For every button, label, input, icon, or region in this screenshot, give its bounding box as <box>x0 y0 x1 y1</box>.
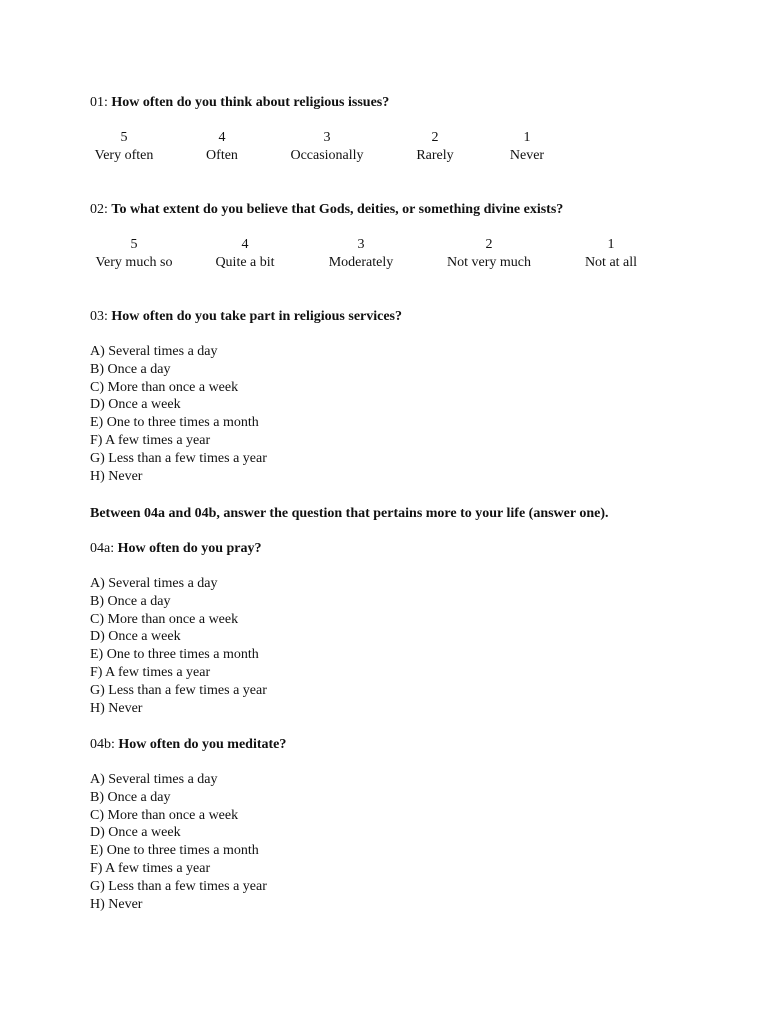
scale-option <box>502 129 552 165</box>
instruction-text: Between 04a and 04b, answer the question that pertains more to your life (answer one). <box>90 506 609 521</box>
scale-value: 5 <box>130 237 138 252</box>
scale-option <box>90 236 178 272</box>
question-number: 03: <box>90 309 112 324</box>
scale-label: Never <box>509 148 545 163</box>
list-item: D) Once a week <box>90 629 181 645</box>
scale-option <box>198 129 246 165</box>
scale-option <box>284 129 370 165</box>
scale-option <box>208 236 282 272</box>
question-number: 04b: <box>90 737 119 752</box>
list-item: E) One to three times a month <box>90 843 259 859</box>
question-text: How often do you think about religious issues? <box>111 95 390 110</box>
scale-label: Moderately <box>328 255 394 270</box>
list-item: C) More than once a week <box>90 611 239 627</box>
scale-value: 2 <box>485 237 493 252</box>
question-text: How often do you pray? <box>117 541 262 556</box>
scale-value: 4 <box>241 237 249 252</box>
list-item: A) Several times a day <box>90 344 218 359</box>
question-text: How often do you meditate? <box>118 737 287 752</box>
question-number: 01: <box>90 95 112 110</box>
list-item: C) More than once a week <box>90 807 239 823</box>
list-item: B) Once a day <box>90 361 171 377</box>
scale-option <box>322 236 400 272</box>
list-item: F) A few times a year <box>90 432 211 448</box>
scale-label: Occasionally <box>290 148 364 163</box>
scale-01 <box>0 129 768 169</box>
list-item: E) One to three times a month <box>90 647 259 663</box>
scale-value: 5 <box>120 130 128 145</box>
scale-label: Often <box>206 148 238 163</box>
list-item: G) Less than a few times a year <box>90 450 267 466</box>
scale-option <box>410 129 460 165</box>
list-item: D) Once a week <box>90 825 181 841</box>
scale-value: 4 <box>218 130 226 145</box>
scale-value: 1 <box>607 237 615 252</box>
scale-value: 2 <box>431 130 439 145</box>
scale-option <box>578 236 644 272</box>
scale-label: Very often <box>94 148 154 163</box>
question-04a <box>90 540 262 558</box>
list-item: C) More than once a week <box>90 379 239 395</box>
list-item: A) Several times a day <box>90 772 218 787</box>
question-01 <box>90 94 389 112</box>
scale-label: Quite a bit <box>215 255 275 270</box>
question-03 <box>90 308 402 326</box>
list-item: H) Never <box>90 896 143 912</box>
list-item: H) Never <box>90 468 143 484</box>
list-item: A) Several times a day <box>90 576 218 591</box>
list-item: E) One to three times a month <box>90 415 259 431</box>
list-item: G) Less than a few times a year <box>90 878 267 894</box>
question-number: 02: <box>90 202 112 217</box>
list-item: F) A few times a year <box>90 664 211 680</box>
question-text: To what extent do you believe that Gods, deities, or something divine exists? <box>111 202 564 217</box>
scale-option <box>440 236 538 272</box>
question-02 <box>90 201 563 219</box>
options-03 <box>90 343 267 485</box>
question-text: How often do you take part in religious services? <box>111 309 403 324</box>
list-item: G) Less than a few times a year <box>90 682 267 698</box>
question-04b <box>90 736 286 754</box>
scale-02 <box>0 236 768 276</box>
list-item: D) Once a week <box>90 397 181 413</box>
scale-value: 3 <box>323 130 331 145</box>
scale-value: 3 <box>357 237 365 252</box>
scale-label: Not at all <box>584 255 638 270</box>
list-item: B) Once a day <box>90 593 171 609</box>
question-number: 04a: <box>90 541 118 556</box>
options-04b <box>90 771 267 913</box>
list-item: H) Never <box>90 700 143 716</box>
scale-label: Not very much <box>447 255 531 270</box>
list-item: B) Once a day <box>90 789 171 805</box>
scale-label: Rarely <box>416 148 454 163</box>
scale-option <box>90 129 158 165</box>
list-item: F) A few times a year <box>90 860 211 876</box>
options-04a <box>90 575 267 717</box>
scale-label: Very much so <box>95 255 173 270</box>
scale-value: 1 <box>523 130 531 145</box>
